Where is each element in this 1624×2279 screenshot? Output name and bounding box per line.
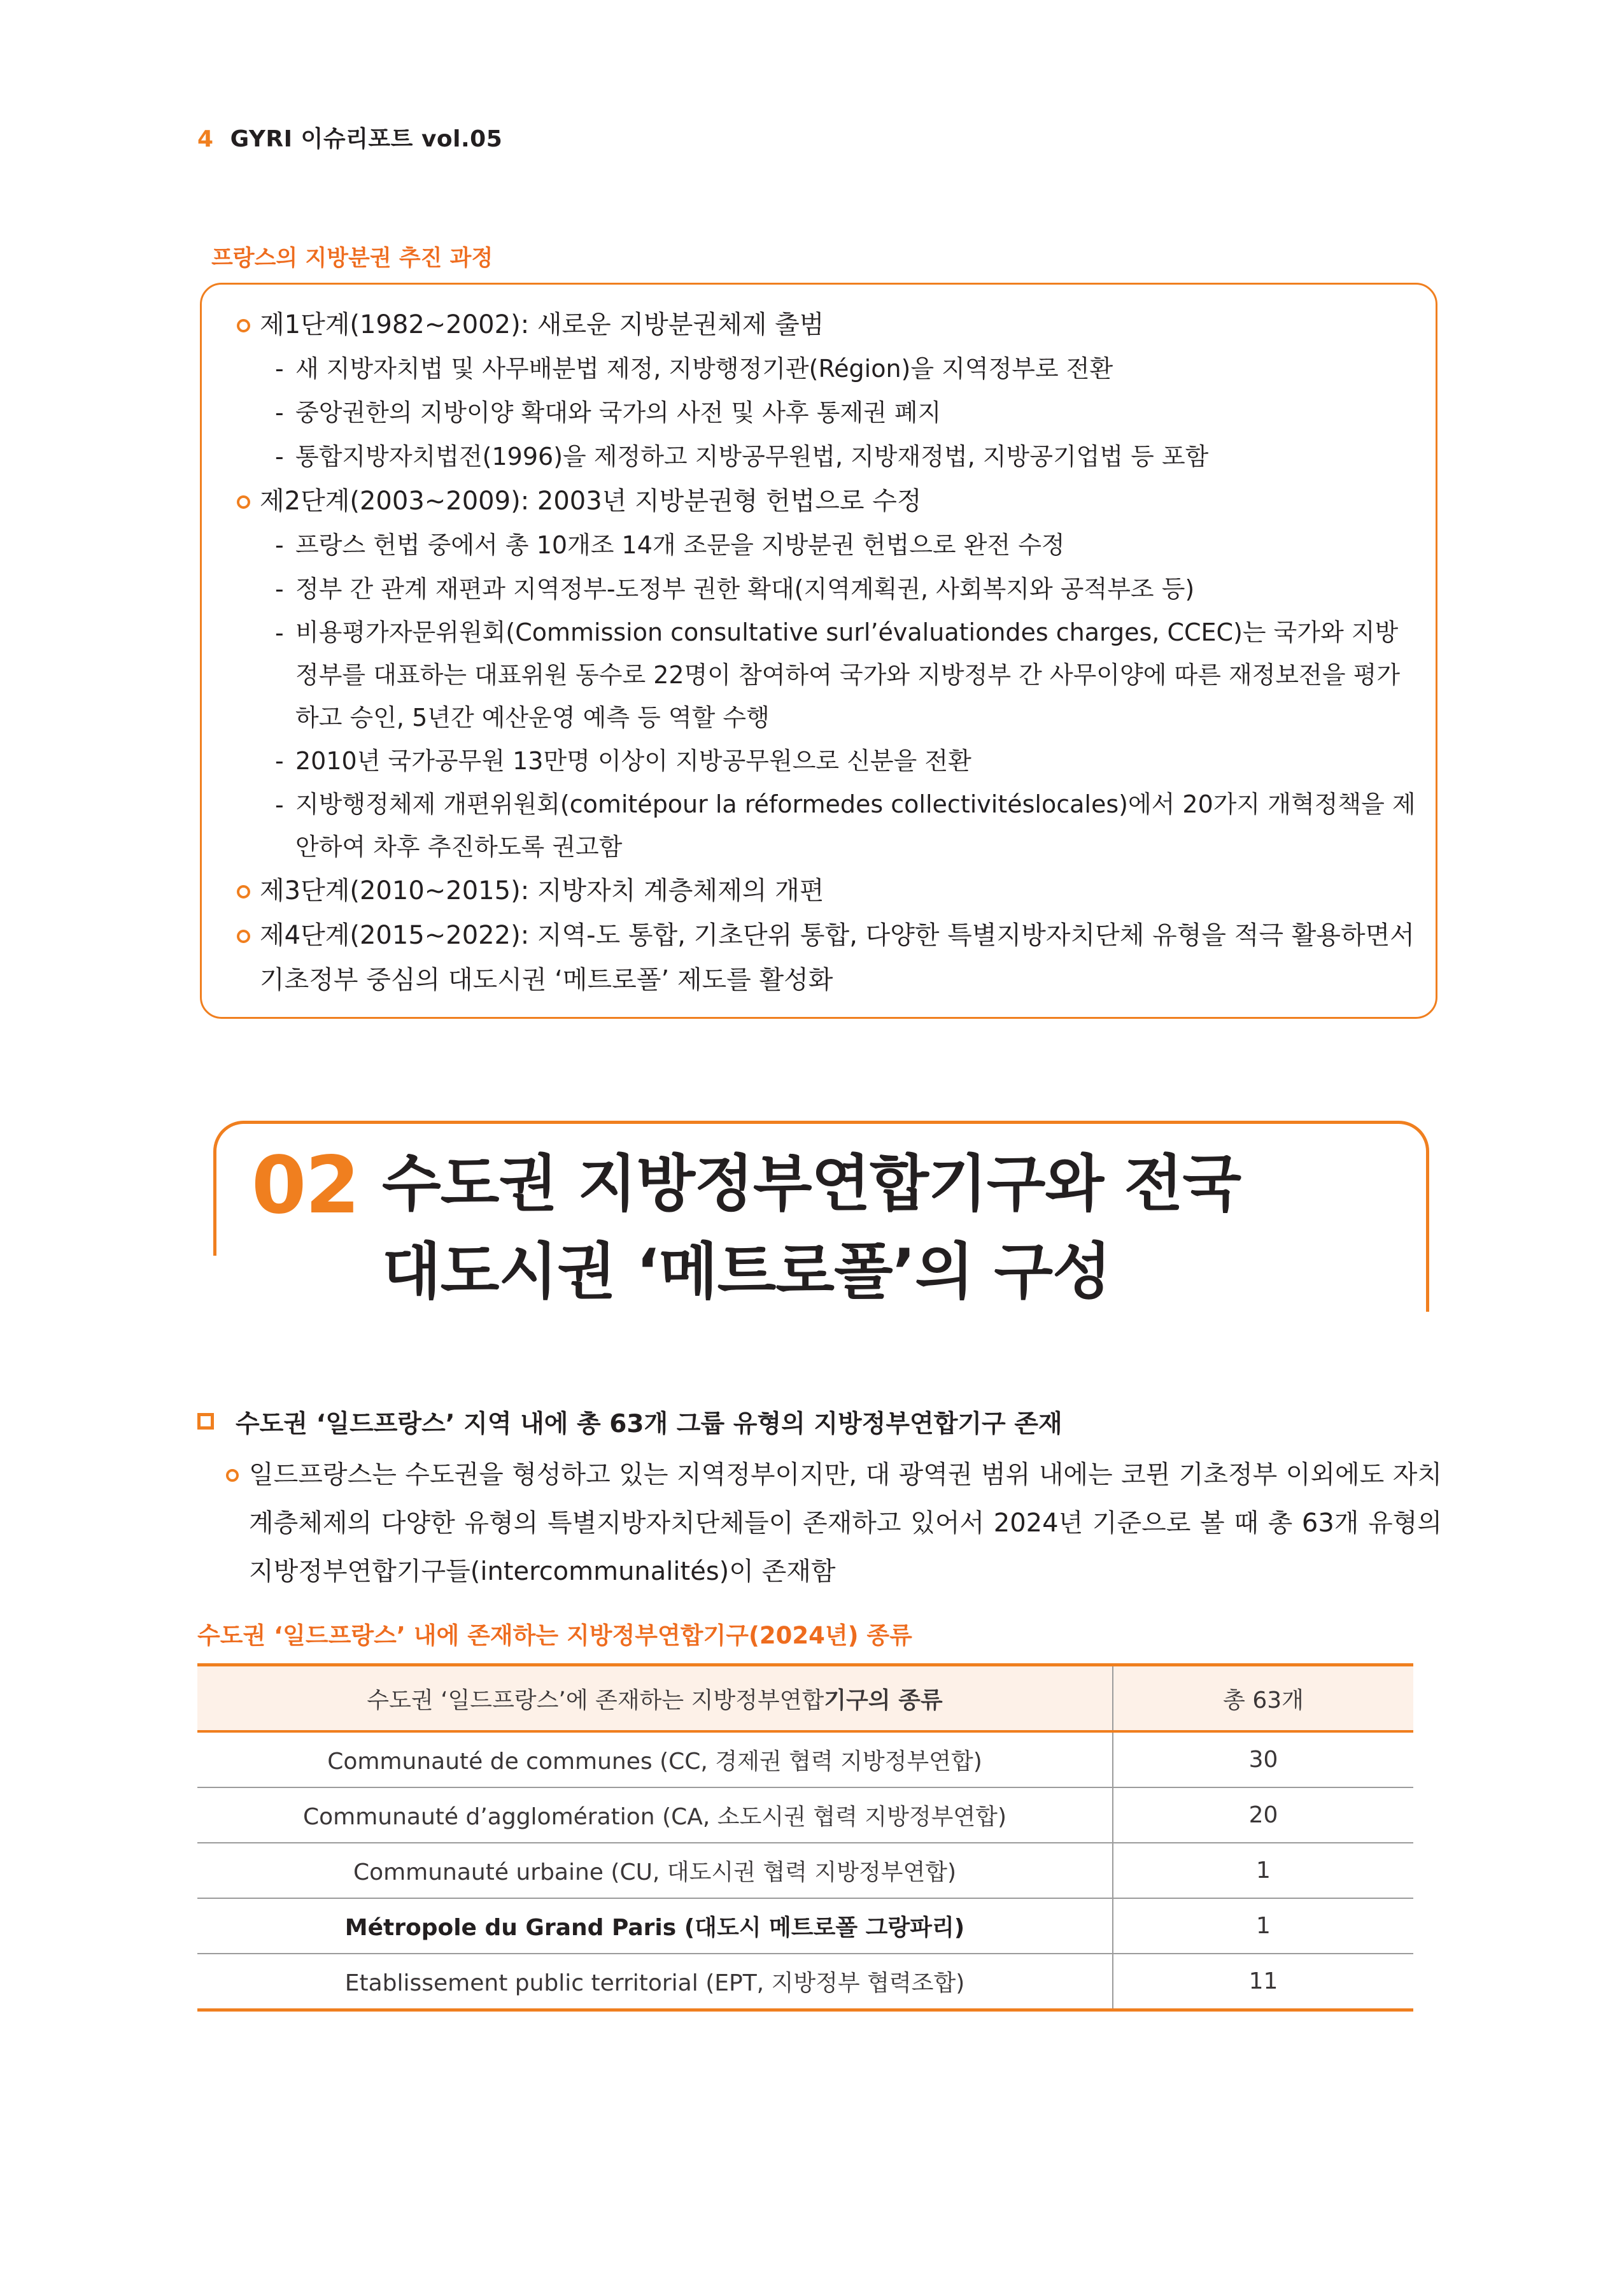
table-row: Métropole du Grand Paris (대도시 메트로폴 그랑파리) 1 xyxy=(197,1898,1413,1954)
stage-heading: 제2단계(2003~2009): 2003년 지방분권형 헌법으로 수정 xyxy=(260,486,922,516)
circle-bullet-icon xyxy=(237,885,250,898)
stage-1 xyxy=(237,302,1418,347)
section-title xyxy=(382,1140,1401,1316)
circle-bullet-icon xyxy=(237,319,250,332)
table-row: Communauté urbaine (CU, 대도시권 협력 지방정부연합) 1 xyxy=(197,1843,1413,1898)
square-bullet-icon xyxy=(197,1413,214,1430)
stage-heading: 제1단계(1982~2002): 새로운 지방분권체제 출범 xyxy=(260,310,824,339)
list-item: - 프랑스 헌법 중에서 총 10개조 14개 조문을 지방분권 헌법으로 완전 수정 xyxy=(275,531,1065,559)
topic-paragraph xyxy=(226,1451,1442,1596)
circle-bullet-icon xyxy=(237,930,250,943)
paragraph-text: 일드프랑스는 수도권을 형성하고 있는 지역정부이지만, 대 광역권 범위 내에는 코뮌 기초정부 이외에도 자치계층체제의 다양한 유형의 특별지방자치단체들이 존재하고 있어서 2024년 기준으로 볼 때 총 63개 유형의 지방정부연합기구들(intercommunalités)이 존재함 xyxy=(249,1460,1442,1586)
list-item: - 정부 간 관계 재편과 지역정부-도정부 권한 확대(지역계획권, 사회복지와 공적부조 등) xyxy=(275,575,1195,603)
decentralization-process-box xyxy=(200,283,1437,1019)
publication-title: GYRI 이슈리포트 vol.05 xyxy=(230,126,503,152)
table-title: 수도권 ‘일드프랑스’ 내에 존재하는 지방정부연합기구(2024년) 종류 xyxy=(197,1622,912,1649)
page-number: 4 xyxy=(197,126,214,152)
section-number: 02 xyxy=(251,1140,359,1232)
stage-heading: 제3단계(2010~2015): 지방자치 계층체제의 개편 xyxy=(260,876,824,905)
table-header-row xyxy=(197,1665,1413,1732)
topic-heading-text: 수도권 ‘일드프랑스’ 지역 내에 총 63개 그룹 유형의 지방정부연합기구 존재 xyxy=(236,1410,1063,1438)
stage-3 xyxy=(237,869,1418,913)
header-count: 총 63개 xyxy=(1113,1665,1413,1732)
table-row: Etablissement public territorial (EPT, 지방정부 협력조합) 11 xyxy=(197,1954,1413,2010)
list-item: - 중앙권한의 지방이양 확대와 국가의 사전 및 사후 통제권 폐지 xyxy=(275,399,942,427)
list-item: - 2010년 국가공무원 13만명 이상이 지방공무원으로 신분을 전환 xyxy=(275,747,971,775)
stage-heading: 제4단계(2015~2022): 지역-도 통합, 기초단위 통합, 다양한 특별지방자치단체 유형을 적극 활용하면서 기초정부 중심의 대도시권 ‘메트로폴’ 제도를 활성화 xyxy=(260,921,1415,995)
intercommunality-table xyxy=(197,1663,1413,2012)
stage-2 xyxy=(237,479,1418,523)
section-title-line: 수도권 지방정부연합기구와 전국 xyxy=(382,1148,1241,1219)
circle-bullet-icon xyxy=(237,495,250,509)
table-row: Communauté de communes (CC, 경제권 협력 지방정부연합) 30 xyxy=(197,1731,1413,1787)
list-item: - 새 지방자치법 및 사무배분법 제정, 지방행정기관(Région)을 지역정부로 전환 xyxy=(275,355,1113,383)
list-item: - 통합지방자치법전(1996)을 제정하고 지방공무원법, 지방재정법, 지방공기업법 등 포함 xyxy=(275,443,1209,471)
topic-heading xyxy=(197,1404,1063,1440)
table-row: Communauté d’agglomération (CA, 소도시권 협력 지방정부연합) 20 xyxy=(197,1787,1413,1843)
list-item: - 비용평가자문위원회(Commission consultative surl’évaluationdes charges, CCEC)는 국가와 지방정부를 대표하는 대표위원 동수로 22명이 참여하여 국가와 지방정부 간 사무이양에 따른 재정보전을 평가하고 승인, 5년간 예산운영 예측 등 역할 수행 xyxy=(275,618,1401,732)
box-title: 프랑스의 지방분권 추진 과정 xyxy=(211,246,493,271)
header-type: 수도권 ‘일드프랑스’에 존재하는 지방정부연합기구의 종류 xyxy=(197,1665,1113,1732)
page-header xyxy=(197,121,502,153)
circle-bullet-icon xyxy=(226,1469,239,1482)
section-title-line: 대도시권 ‘메트로폴’의 구성 xyxy=(382,1236,1111,1307)
list-item: - 지방행정체제 개편위원회(comitépour la réformedes collectivitéslocales)에서 20가지 개혁정책을 제안하여 차후 추진하도록 권고함 xyxy=(275,790,1416,861)
stage-4 xyxy=(237,913,1418,1002)
